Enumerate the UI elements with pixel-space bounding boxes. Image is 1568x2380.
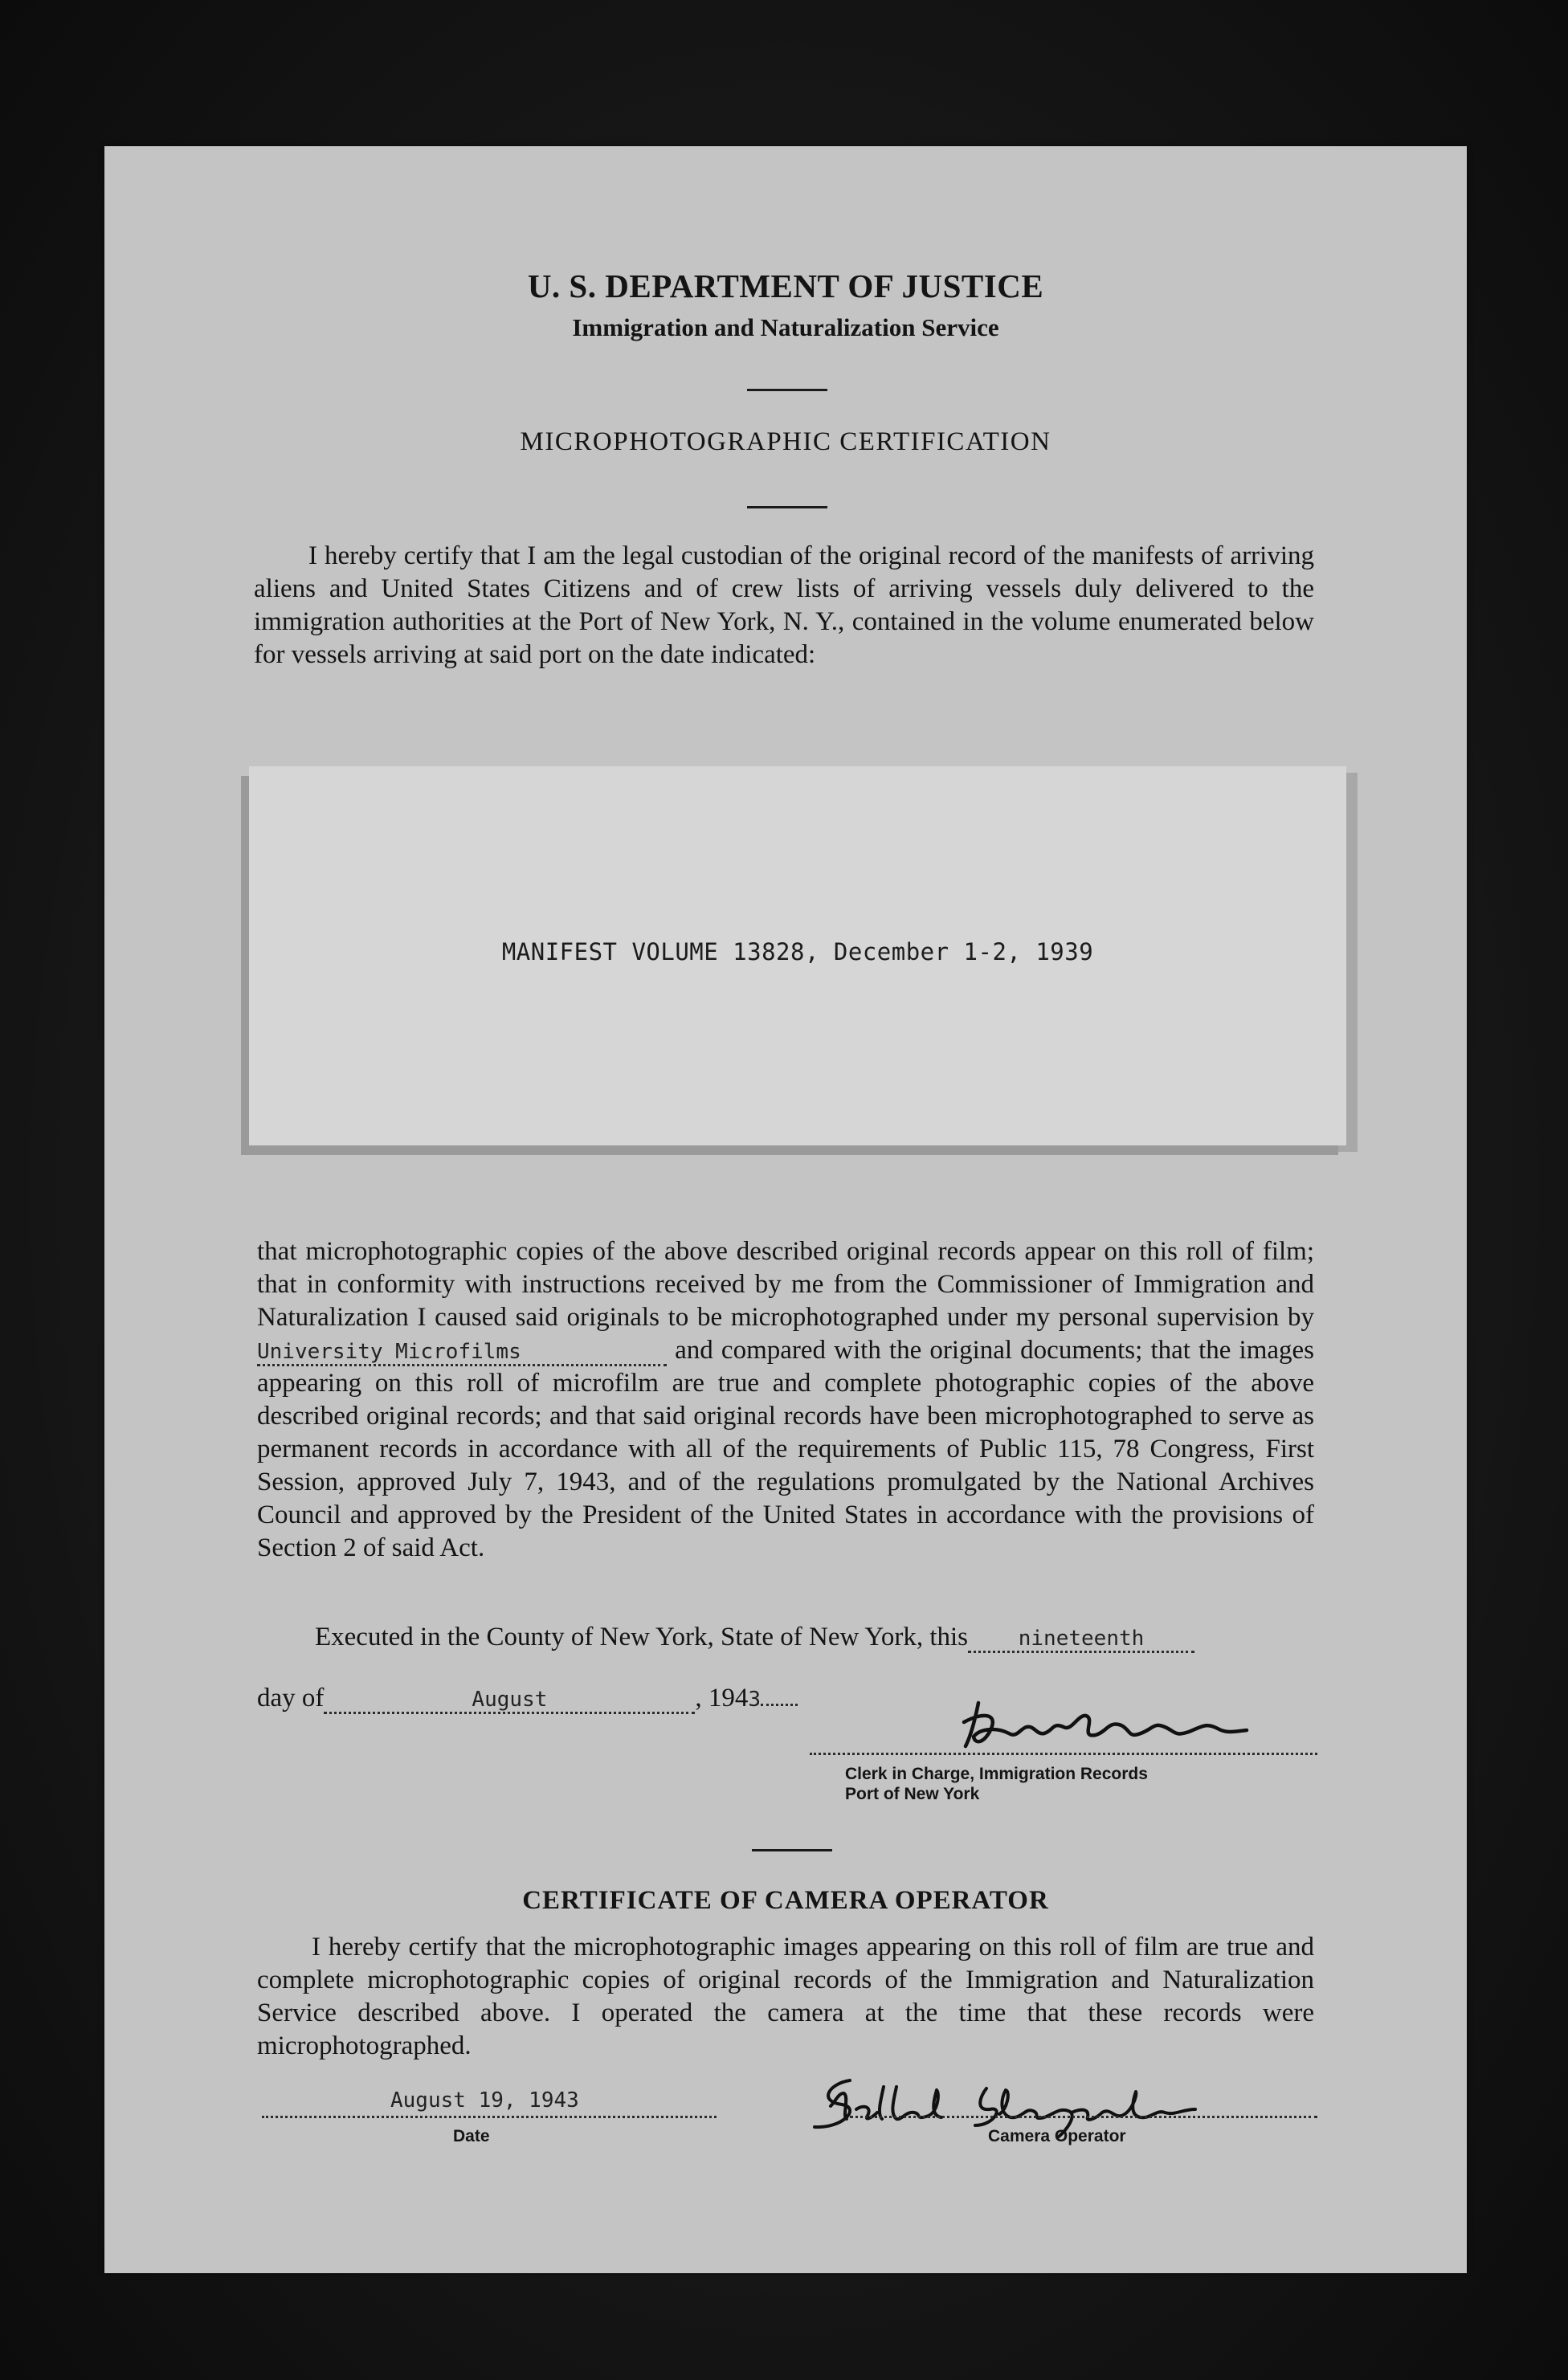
camera-operator-signature-line	[850, 2116, 1317, 2118]
divider	[752, 1849, 832, 1851]
camera-operator-title: CERTIFICATE OF CAMERA OPERATOR	[522, 1886, 1049, 1915]
executed-day-field	[968, 1625, 1194, 1653]
camera-operator-statement	[257, 1931, 1314, 2063]
clerk-title: Clerk in Charge, Immigration Records	[845, 1765, 1148, 1783]
clerk-title-block	[845, 1764, 1148, 1804]
body-paragraph	[257, 1235, 1314, 1565]
clerk-signature-line	[810, 1753, 1317, 1755]
year-trailing-dots	[761, 1704, 798, 1706]
body-text-part2: and compared with the original documents; that the images appearing on this roll of microfilm are true and complete photographic copies of the above described original records; and that said original records have been microphotographed to serve as permanent records in accordance with all of the requirements of Public 115, 78 Congress, First Session, approved July 7, 1943, and of the regulations promulgated by the National Archives Council and approved by the President of the United States in accordance with the provisions of Section 2 of said Act.	[257, 1336, 1314, 1562]
certification-title: MICROPHOTOGRAPHIC CERTIFICATION	[520, 427, 1051, 456]
clerk-location: Port of New York	[845, 1785, 980, 1803]
volume-card	[249, 766, 1346, 1145]
photographer-field	[257, 1338, 667, 1366]
camera-date-value: August 19, 1943	[390, 2088, 579, 2113]
day-of-line	[257, 1682, 798, 1717]
year-prefix: , 194	[695, 1684, 749, 1713]
volume-card-text: MANIFEST VOLUME 13828, December 1-2, 1939	[501, 938, 1094, 965]
certificate-page	[104, 146, 1467, 2273]
camera-operator-text: I hereby certify that the microphotographic images appearing on this roll of film are true and complete microphotographic copies of original records of the Immigration and Naturalization Service described above. I operated the camera at the time that these records were microphotographed.	[257, 1933, 1314, 2060]
body-text-part1: that microphotographic copies of the above described original records appear on this roll of film; that in conformity with instructions received by me from the Commissioner of Immigration and Naturalization I caused said originals to be microphotographed under my personal supervision by	[257, 1237, 1314, 1332]
executed-month-field	[324, 1686, 695, 1714]
executed-line	[315, 1621, 1194, 1654]
year-digit: 3	[748, 1688, 762, 1712]
executed-day-value: nineteenth	[1018, 1627, 1145, 1651]
divider	[747, 506, 827, 508]
intro-text: I hereby certify that I am the legal custodian of the original record of the manifests of arriving aliens and United States Citizens and of crew lists of arriving vessels duly delivered to the immigration authorities at the Port of New York, N. Y., contained in the volume enumerated below for vessels arriving at said port on the date indicated:	[254, 541, 1314, 669]
service-subtitle: Immigration and Naturalization Service	[572, 313, 999, 341]
executed-prefix: Executed in the County of New York, State of New York, this	[315, 1623, 969, 1651]
date-line	[262, 2116, 717, 2118]
day-of-prefix: day of	[257, 1684, 325, 1713]
department-title: U. S. DEPARTMENT OF JUSTICE	[527, 267, 1044, 304]
date-label: Date	[453, 2127, 490, 2145]
executed-month-value: August	[472, 1688, 548, 1712]
divider	[747, 389, 827, 391]
camera-operator-label: Camera Operator	[988, 2127, 1126, 2145]
intro-paragraph	[254, 540, 1314, 672]
photographer-value: University Microfilms	[257, 1340, 521, 1364]
